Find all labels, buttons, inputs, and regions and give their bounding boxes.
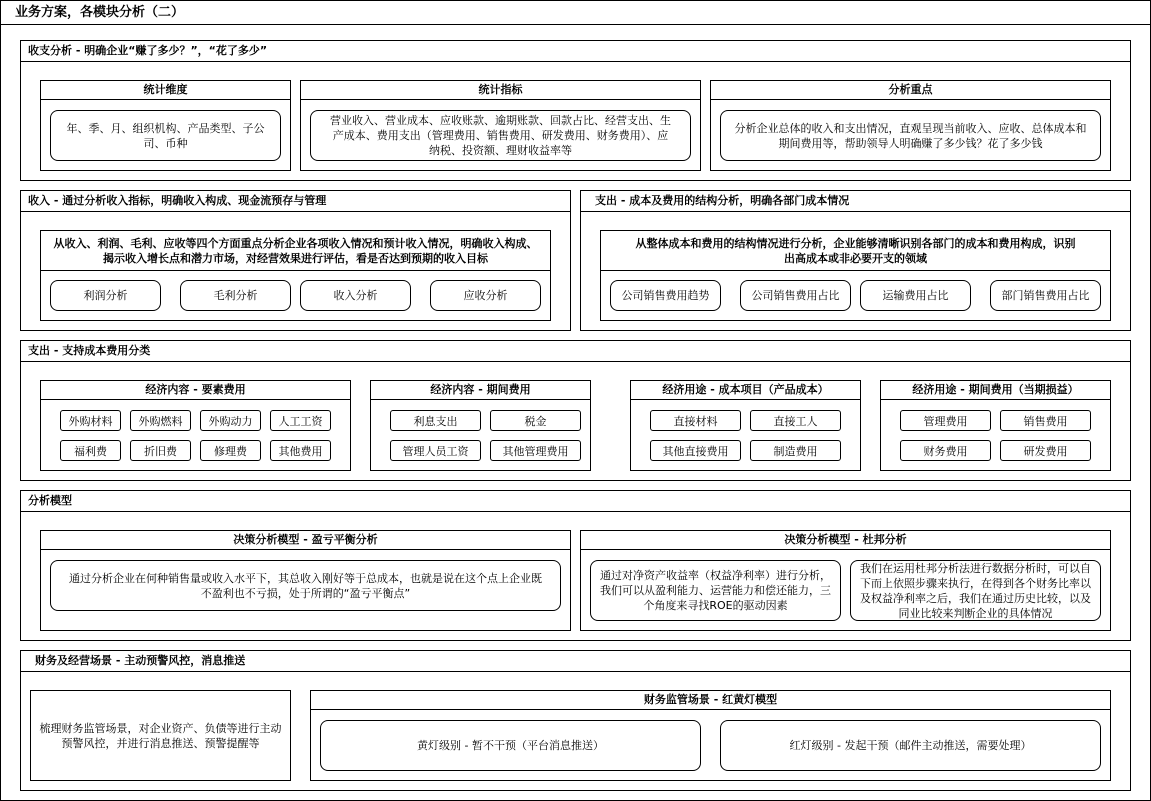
revenue-analysis-item: 收入分析 [300,280,411,311]
focus-text: 分析企业总体的收入和支出情况，直观呈现当前收入、应收、总体成本和期间费用等，帮助领导人明确赚了多少钱？花了多少钱 [720,110,1101,161]
section-analysis-models-header: 分析模型 [21,491,1130,512]
product-cost-title: 经济用途 - 成本项目（产品成本） [631,381,860,400]
cost-item: 销售费用 [1000,410,1091,431]
cost-item: 外购材料 [60,410,121,431]
dimension-text: 年、季、月、组织机构、产品类型、子公司、币种 [50,110,281,161]
cost-item: 研发费用 [1000,440,1091,461]
period-expense-title: 经济内容 - 期间费用 [371,381,590,400]
breakeven-model-title: 决策分析模型 - 盈亏平衡分析 [41,531,570,550]
transport-expense-share-item: 运输费用占比 [860,280,971,311]
red-light-level: 红灯级别 - 发起干预（邮件主动推送，需要处理） [720,720,1101,771]
scenario-description: 梳理财务监管场景，对企业资产、负债等进行主动预警风控，并进行消息推送、预警提醒等 [39,721,282,750]
indicator-text: 营业收入、营业成本、应收账款、逾期账款、回款占比、经营支出、生产成本、费用支出（管理费用、销售费用、研发费用、财务费用）、应纳税、投资额、理财收益率等 [310,110,691,161]
dimension-title: 统计维度 [41,81,290,100]
section-income-expense-header: 收支分析 - 明确企业“赚了多少？”，“花了多少” [21,41,1130,62]
profit-analysis-item: 利润分析 [50,280,161,311]
cost-item: 直接工人 [750,410,841,431]
traffic-light-model-title: 财务监管场景 - 红黄灯模型 [311,691,1110,710]
cost-item: 财务费用 [900,440,991,461]
expense-description: 从整体成本和费用的结构情况进行分析，企业能够清晰识别各部门的成本和费用构成，识别出高成本或非必要开支的领域 [601,231,1110,271]
cost-item: 直接材料 [650,410,741,431]
cost-item: 其他费用 [270,440,331,461]
company-sales-expense-trend-item: 公司销售费用趋势 [610,280,721,311]
cost-item: 外购燃料 [130,410,191,431]
scenario-description-panel [30,690,291,781]
dept-sales-expense-share-item: 部门销售费用占比 [990,280,1101,311]
income-description: 从收入、利润、毛利、应收等四个方面重点分析企业各项收入情况和预计收入情况，明确收入构成、揭示收入增长点和潜力市场，对经营效果进行评估，看是否达到预期的收入目标 [41,231,550,271]
company-sales-expense-share-item: 公司销售费用占比 [740,280,851,311]
cost-item: 修理费 [200,440,261,461]
yellow-light-level: 黄灯级别 - 暂不干预（平台消息推送） [320,720,701,771]
cost-item: 外购动力 [200,410,261,431]
section-expense-structure-header: 支出 - 成本及费用的结构分析，明确各部门成本情况 [581,191,1130,212]
cost-item: 福利费 [60,440,121,461]
element-cost-title: 经济内容 - 要素费用 [41,381,350,400]
cost-item: 折旧费 [130,440,191,461]
cost-item: 人工工资 [270,410,331,431]
cost-item: 其他直接费用 [650,440,741,461]
indicator-title: 统计指标 [301,81,700,100]
gross-margin-analysis-item: 毛利分析 [180,280,291,311]
dupont-model-title: 决策分析模型 - 杜邦分析 [581,531,1110,550]
page-title: 业务方案，各模块分析（二） [1,1,1150,25]
section-scenarios-header: 财务及经营场景 - 主动预警风控，消息推送 [21,651,1130,672]
section-cost-classification-header: 支出 - 支持成本费用分类 [21,341,1130,362]
cost-item: 管理人员工资 [390,440,481,461]
cost-item: 其他管理费用 [490,440,581,461]
dupont-steps-text: 我们在运用杜邦分析法进行数据分析时，可以自下而上依照步骤来执行，在得到各个财务比率以及权益净利率之后，我们在通过历史比较，以及同业比较来判断企业的具体情况 [850,560,1101,621]
current-period-expense-title: 经济用途 - 期间费用（当期损益） [881,381,1110,400]
focus-title: 分析重点 [711,81,1110,100]
breakeven-model-text: 通过分析企业在何种销售量或收入水平下，其总收入刚好等于总成本，也就是说在这个点上企业既不盈利也不亏损，处于所谓的“盈亏平衡点” [50,560,561,611]
cost-item: 管理费用 [900,410,991,431]
dupont-roe-text: 通过对净资产收益率（权益净利率）进行分析，我们可以从盈利能力、运营能力和偿还能力，三个角度来寻找ROE的驱动因素 [590,560,841,621]
receivables-analysis-item: 应收分析 [430,280,541,311]
cost-item: 利息支出 [390,410,481,431]
cost-item: 税金 [490,410,581,431]
section-income-header: 收入 - 通过分析收入指标，明确收入构成、现金流预存与管理 [21,191,570,212]
cost-item: 制造费用 [750,440,841,461]
